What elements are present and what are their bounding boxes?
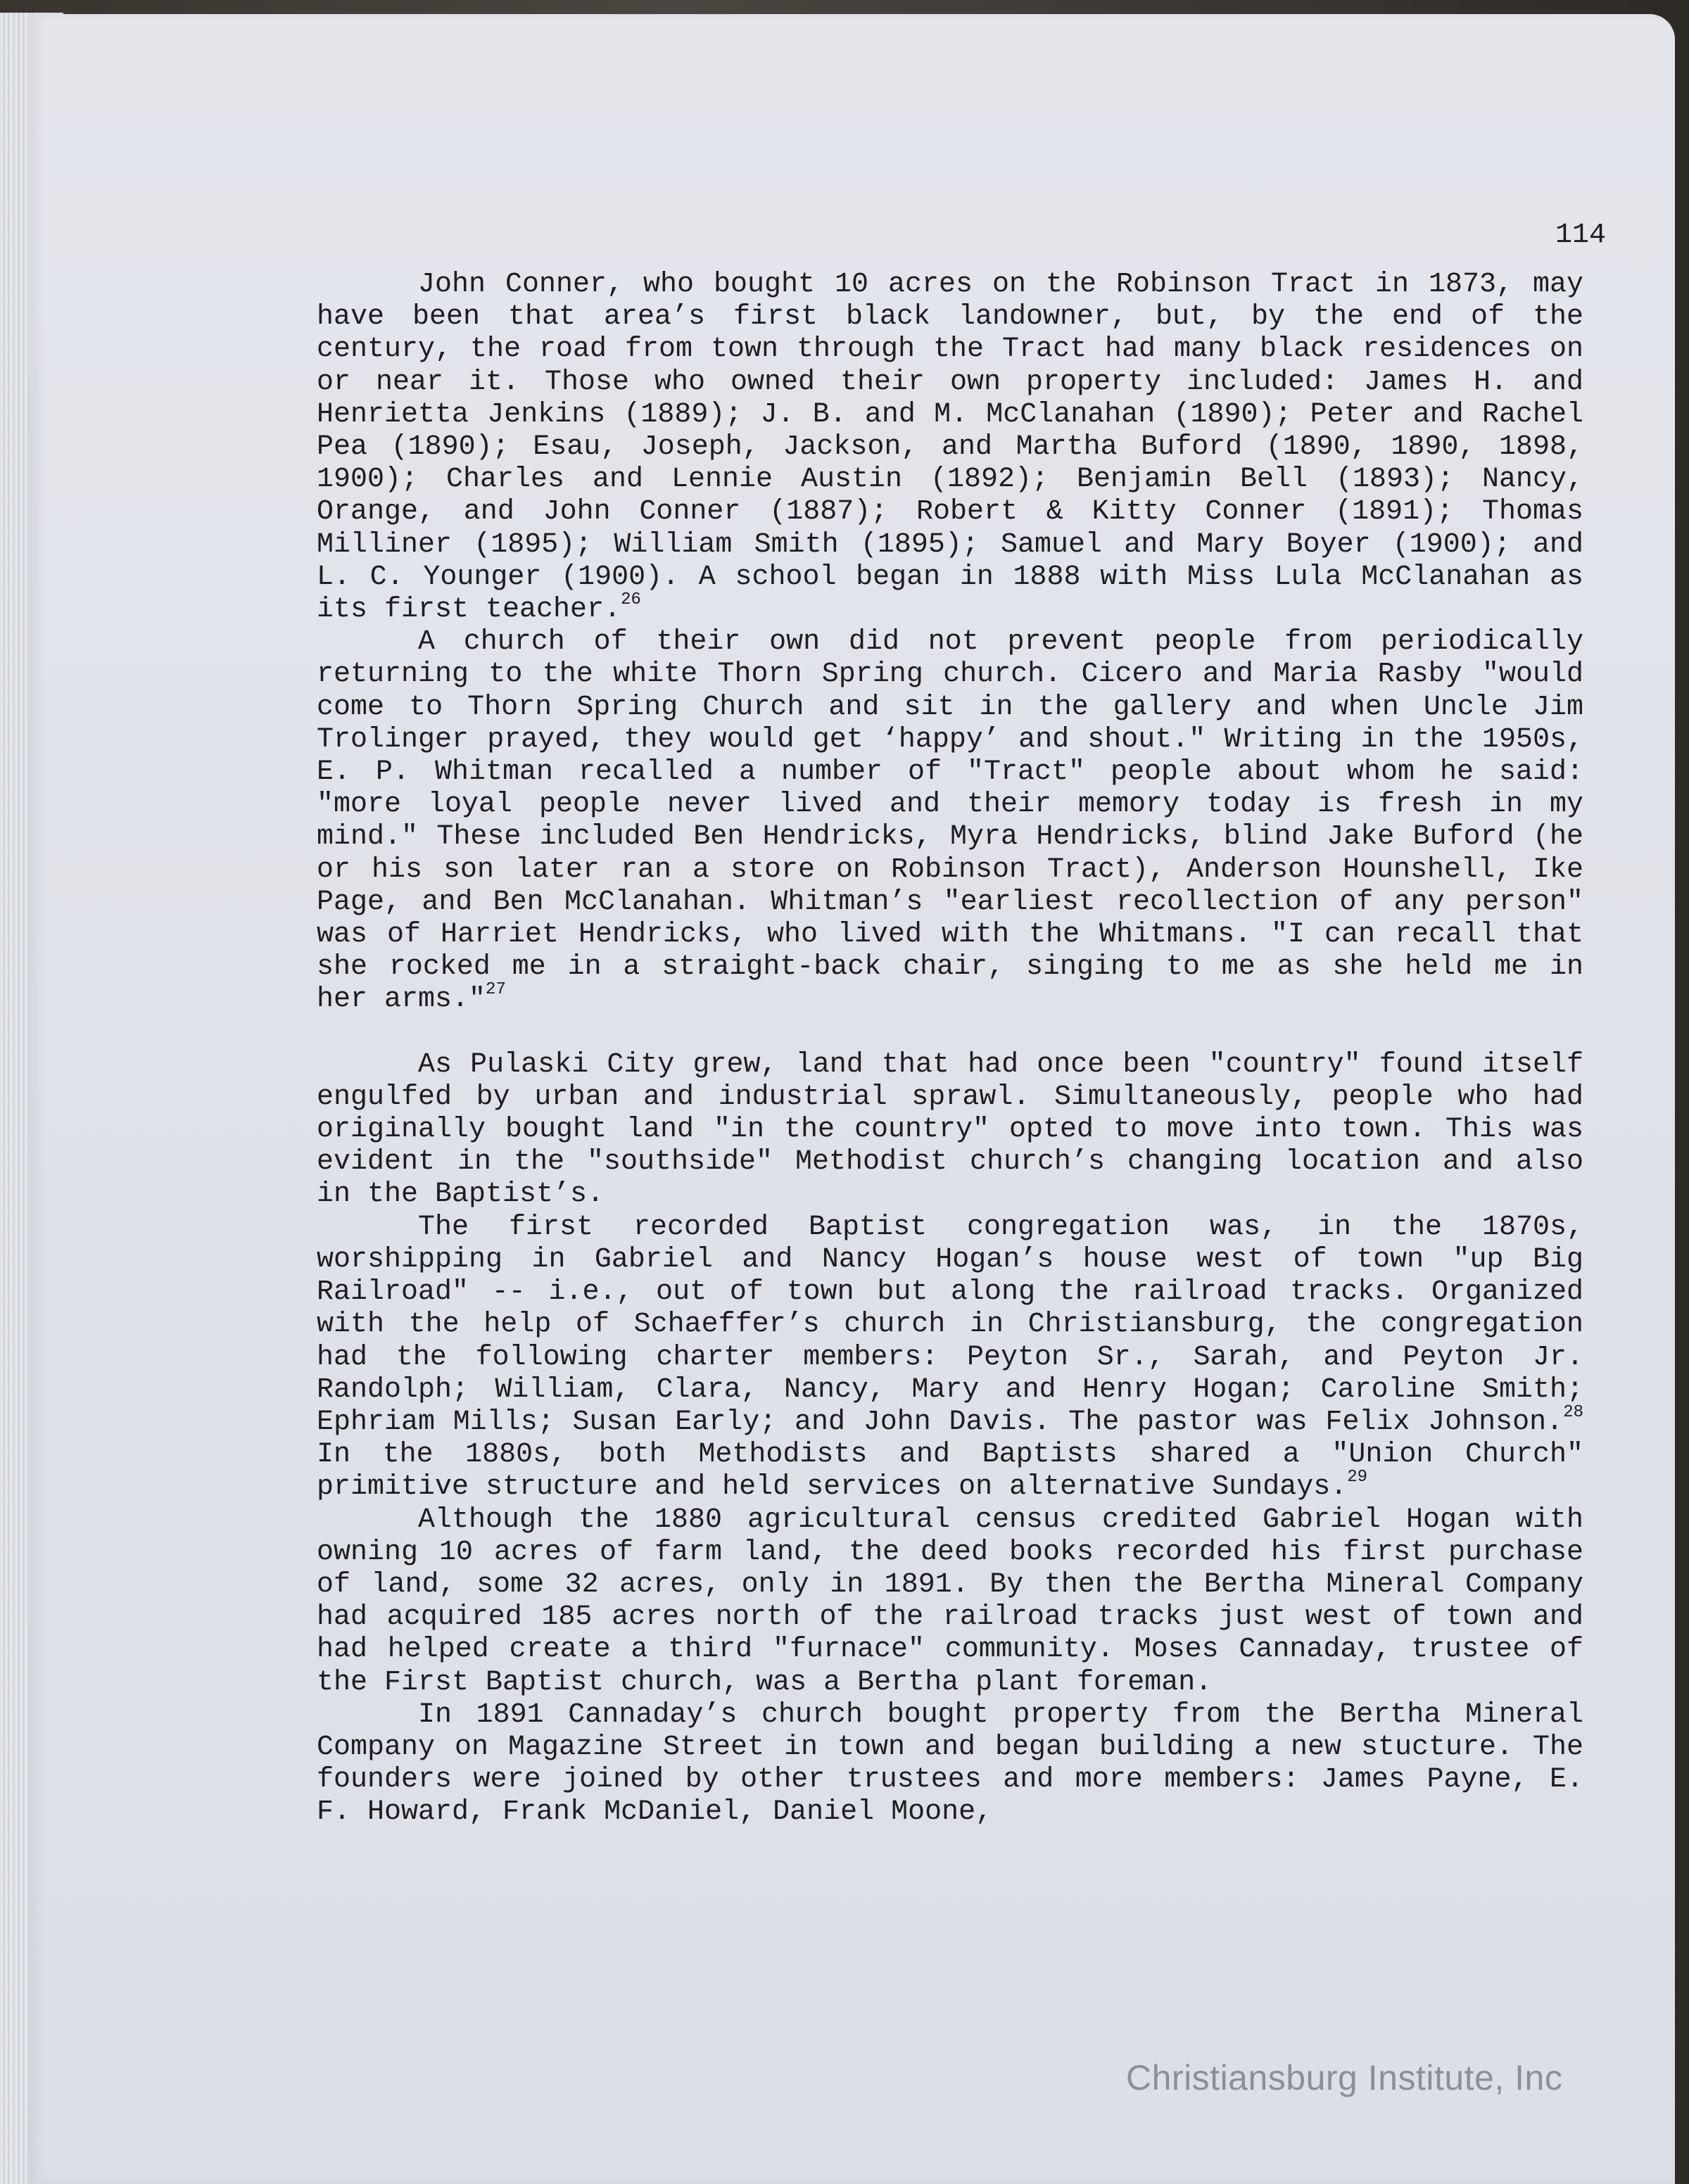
- paragraph-pulaski-city: [317, 1049, 1583, 1212]
- paragraph-baptist-congregation: [317, 1212, 1583, 1504]
- paragraph-magazine-street: [317, 1699, 1583, 1829]
- paragraph-thorn-spring-church: [317, 626, 1583, 1016]
- paragraph-text: Although the 1880 agricultural census credited Gabriel Hogan with owning 10 acres of farm land, the deed books recorded his first purchase of land, some 32 acres, only in 1891. By then the Bertha Mineral Company had acquired 185 acres north of the railroad tracks just west of town and had helped create a third "furnace" community. Moses Cannaday, trustee of the First Baptist church, was a Bertha plant foreman.: [317, 1504, 1583, 1699]
- paragraph-text: In 1891 Cannaday’s church bought property from the Bertha Mineral Company on Magazine Street in town and began building a new stucture. The founders were joined by other trustees and more members: James Payne, E. F. Howard, Frank McDaniel, Daniel Moone,: [317, 1699, 1583, 1829]
- page-number: 114: [1555, 220, 1607, 251]
- footnote-marker: 26: [621, 590, 641, 610]
- footnote-marker: 28: [1563, 1402, 1583, 1422]
- footnote-marker: 27: [486, 980, 506, 1000]
- paragraph-text: As Pulaski City grew, land that had once been "country" found itself engulfed by urban and industrial sprawl. Simultaneously, people who had originally bought land "in the country" opted to move into town. This was evident in the "southside" Methodist church’s changing location and also in the Baptist’s.: [317, 1048, 1583, 1211]
- body-text: [317, 269, 1583, 1829]
- paragraph-robinson-tract: [317, 269, 1583, 626]
- paragraph-agricultural-census: [317, 1504, 1583, 1699]
- paragraph-text: The first recorded Baptist congregation was, in the 1870s, worshipping in Gabriel and Nancy Hogan’s house west of town "up Big Railroad" -- i.e., out of town but along the railroad tracks. Organized with the help of Schaeffer’s church in Christiansburg, the congregation had the following charter members: Peyton Sr., Sarah, and Peyton Jr. Randolph; William, Clara, Nancy, Mary and Henry Hogan; Caroline Smith; Ephriam Mills; Susan Early; and John Davis. The pastor was Felix Johnson.: [317, 1211, 1583, 1438]
- paragraph-text: A church of their own did not prevent people from periodically returning to the white Thorn Spring church. Cicero and Maria Rasby "would come to Thorn Spring Church and sit in the gallery and when Uncle Jim Trolinger prayed, they would get ‘happy’ and shout." Writing in the 1950s, E. P. Whitman recalled a number of "Tract" people about whom he said: "more loyal people never lived and their memory today is fresh in my mind." These included Ben Hendricks, Myra Hendricks, blind Jake Buford (he or his son later ran a store on Robinson Tract), Anderson Hounshell, Ike Page, and Ben McClanahan. Whitman’s "earliest recollection of any person" was of Harriet Hendricks, who lived with the Whitmans. "I can recall that she rocked me in a straight-back chair, singing to me as she held me in her arms.": [317, 626, 1583, 1016]
- paragraph-text: John Conner, who bought 10 acres on the Robinson Tract in 1873, may have been that area’s first black landowner, but, by the end of the century, the road from town through the Tract had many black residences on or near it. Those who owned their own property included: James H. and Henrietta Jenkins (1889); J. B. and M. McClanahan (1890); Peter and Rachel Pea (1890); Esau, Joseph, Jackson, and Martha Buford (1890, 1890, 1898, 1900); Charles and Lennie Austin (1892); Benjamin Bell (1893); Nancy, Orange, and John Conner (1887); Robert & Kitty Conner (1891); Thomas Milliner (1895); William Smith (1895); Samuel and Mary Boyer (1900); and L. C. Younger (1900). A school began in 1888 with Miss Lula McClanahan as its first teacher.: [317, 269, 1583, 626]
- footnote-marker: 29: [1347, 1468, 1368, 1487]
- watermark: Christiansburg Institute, Inc: [1126, 2058, 1563, 2097]
- paragraph-text-continued: In the 1880s, both Methodists and Baptists shared a "Union Church" primitive structure and held services on alternative Sundays.: [317, 1439, 1583, 1504]
